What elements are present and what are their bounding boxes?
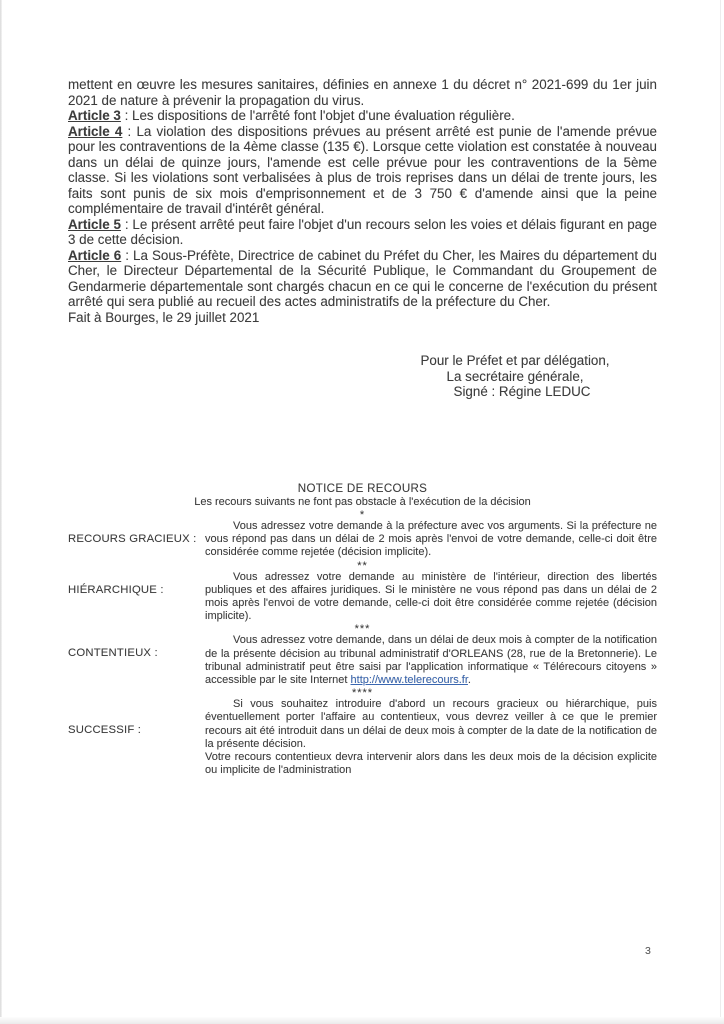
notice-de-recours bbox=[68, 482, 657, 778]
article-5-label: Article 5 bbox=[68, 216, 121, 232]
hierarchique-label: HIÉRARCHIQUE : bbox=[68, 583, 164, 596]
hierarchique-paragraph: Vous adressez votre demande au ministère de l'intérieur, direction des libertés publiques et des affaires juridiques. Si le ministère ne vous répond pas dans un délai de 2 mois après l'envoi de votre demande, celle-ci doit être considérée comme rejetée (décision implicite). bbox=[205, 570, 657, 623]
place-date-line: Fait à Bourges, le 29 juillet 2021 bbox=[68, 309, 260, 325]
stars-separator-2: ** bbox=[357, 559, 368, 572]
intro-paragraph: mettent en œuvre les mesures sanitaires, définies en annexe 1 du décret n° 2021-699 du 1er juin 2021 de nature à prévenir la propagation du virus. bbox=[68, 77, 657, 108]
hierarchique-section bbox=[68, 571, 657, 624]
successif-text bbox=[205, 698, 657, 777]
signature-role-line: La secrétaire générale, bbox=[446, 368, 584, 384]
successif-paragraph-2: Votre recours contentieux devra intervenir alors dans les deux mois de la décision explicite ou implicite de l'administration bbox=[205, 750, 657, 777]
article-5-text: : Le présent arrêté peut faire l'objet d'un recours selon les voies et délais figurant en page 3 de cette décision. bbox=[68, 216, 657, 247]
recours-gracieux-text bbox=[205, 520, 657, 560]
page-number: 3 bbox=[645, 945, 651, 957]
signature-block bbox=[395, 353, 635, 400]
article-4-text: : La violation des dispositions prévues au présent arrêté est punie de l'amende prévue pour les contraventions de la 4ème classe (135 €). Lorsque cette violation est constatée à nouveau dans un délai de quinze jours, l'amende est celle prévue pour les contraventions de la 5ème classe. Si les violations sont verbalisées à plus de trois reprises dans un délai de trente jours, les faits sont punis de six mois d'emprisonnement et de 3 750 € d'amende ainsi que la peine complémentaire de travail d'intérêt général. bbox=[68, 123, 658, 216]
stars-separator-4: **** bbox=[351, 687, 374, 700]
signed-name-line: Signé : Régine LEDUC bbox=[453, 384, 591, 399]
notice-subtitle: Les recours suivants ne font pas obstacle à l'exécution de la décision bbox=[194, 495, 531, 508]
article-4-label: Article 4 bbox=[68, 123, 123, 139]
successif-section bbox=[68, 698, 657, 777]
scan-edge-bottom bbox=[0, 1017, 724, 1024]
article-6-paragraph bbox=[68, 248, 657, 310]
article-6-text: : La Sous-Préfète, Directrice de cabinet du Préfet du Cher, les Maires du département du Cher, le Directeur Départemental de la Sécurité Publique, le Commandant du Groupement de Gendarmerie départementale sont chargés chacun en ce qui le concerne de l'exécution du présent arrêté qui sera publié au recueil des actes administratifs de la préfecture du Cher. bbox=[68, 247, 658, 309]
stars-separator-3: *** bbox=[354, 623, 371, 636]
article-4-paragraph bbox=[68, 124, 657, 217]
signature-delegation-line: Pour le Préfet et par délégation, bbox=[420, 353, 610, 368]
successif-label: SUCCESSIF : bbox=[68, 724, 142, 737]
contentieux-text-after-link: . bbox=[467, 673, 471, 686]
contentieux-text-before-link: Vous adressez votre demande, dans un délai de deux mois à compter de la notification de la présente décision au tribunal administratif d'ORLEANS (28, rue de la Bretonnerie). Le tribunal administratif peut être saisi par l'application informatique « Télérecours citoyens » accessible par le site Internet bbox=[205, 634, 657, 686]
recours-gracieux-paragraph: Vous adressez votre demande à la préfecture avec vos arguments. Si la préfecture ne vous répond pas dans un délai de 2 mois après l'envoi de votre demande, celle-ci doit être considérée comme rejetée (décision implicite). bbox=[205, 519, 657, 559]
document-body bbox=[68, 77, 657, 777]
successif-paragraph-1: Si vous souhaitez introduire d'abord un recours gracieux ou hiérarchique, puis éventuellement porter l'affaire au contentieux, vous devrez veiller à ce que le premier recours ait été introduit dans un délai de deux mois à compter de la date de la notification de la présente décision. bbox=[205, 698, 657, 750]
contentieux-paragraph bbox=[205, 634, 657, 687]
notice-title: NOTICE DE RECOURS bbox=[297, 481, 428, 495]
article-5-paragraph bbox=[68, 217, 657, 248]
article-6-label: Article 6 bbox=[68, 247, 122, 263]
telerecours-link[interactable]: http://www.telerecours.fr bbox=[350, 673, 468, 686]
scan-edge-left bbox=[0, 0, 2, 1024]
contentieux-section bbox=[68, 634, 657, 687]
hierarchique-text bbox=[205, 571, 657, 624]
article-3-text: : Les dispositions de l'arrêté font l'objet d'une évaluation régulière. bbox=[120, 108, 515, 123]
article-3-label: Article 3 bbox=[68, 108, 121, 123]
recours-gracieux-label: RECOURS GRACIEUX : bbox=[68, 532, 197, 545]
contentieux-text bbox=[205, 634, 657, 687]
stars-separator-1: * bbox=[359, 508, 366, 521]
scan-edge-right bbox=[720, 0, 721, 1024]
article-3-paragraph bbox=[68, 108, 657, 124]
contentieux-label: CONTENTIEUX : bbox=[68, 647, 158, 660]
recours-gracieux-section bbox=[68, 520, 657, 560]
